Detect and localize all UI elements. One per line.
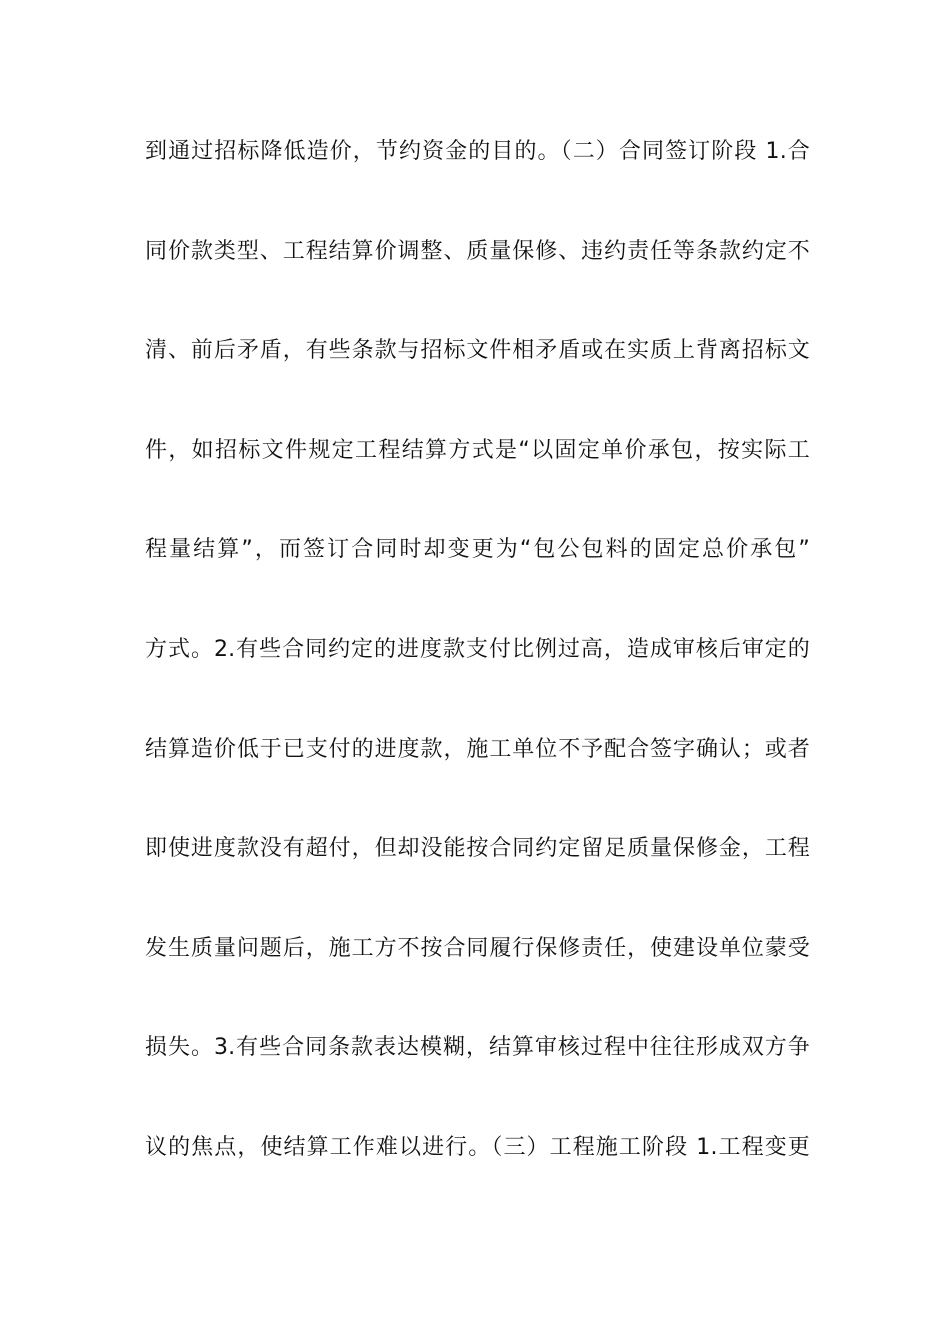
text-line-2: 同价款类型、工程结算价调整、质量保修、违约责任等条款约定不 [145, 238, 810, 264]
text-line-3: 清、前后矛盾，有些条款与招标文件相矛盾或在实质上背离招标文 [145, 338, 810, 364]
text-line-6: 方式。2.有些合同约定的进度款支付比例过高，造成审核后审定的 [145, 636, 810, 662]
body-text [145, 126, 810, 1222]
text-line-10: 损失。3.有些合同条款表达模糊，结算审核过程中往往形成双方争 [145, 1035, 810, 1061]
text-line-1: 到通过招标降低造价，节约资金的目的。（二）合同签订阶段 1.合 [145, 139, 810, 164]
text-line-5: 程量结算”，而签订合同时却变更为“包公包料的固定总价承包” [145, 537, 810, 563]
text-line-8: 即使进度款没有超付，但却没能按合同约定留足质量保修金，工程 [145, 836, 810, 862]
text-line-11: 议的焦点，使结算工作难以进行。（三）工程施工阶段 1.工程变更 [145, 1134, 810, 1160]
text-line-9: 发生质量问题后，施工方不按合同履行保修责任，使建设单位蒙受 [145, 935, 810, 961]
text-line-4: 件，如招标文件规定工程结算方式是“以固定单价承包，按实际工 [145, 437, 810, 463]
text-line-7: 结算造价低于已支付的进度款，施工单位不予配合签字确认；或者 [145, 736, 810, 762]
